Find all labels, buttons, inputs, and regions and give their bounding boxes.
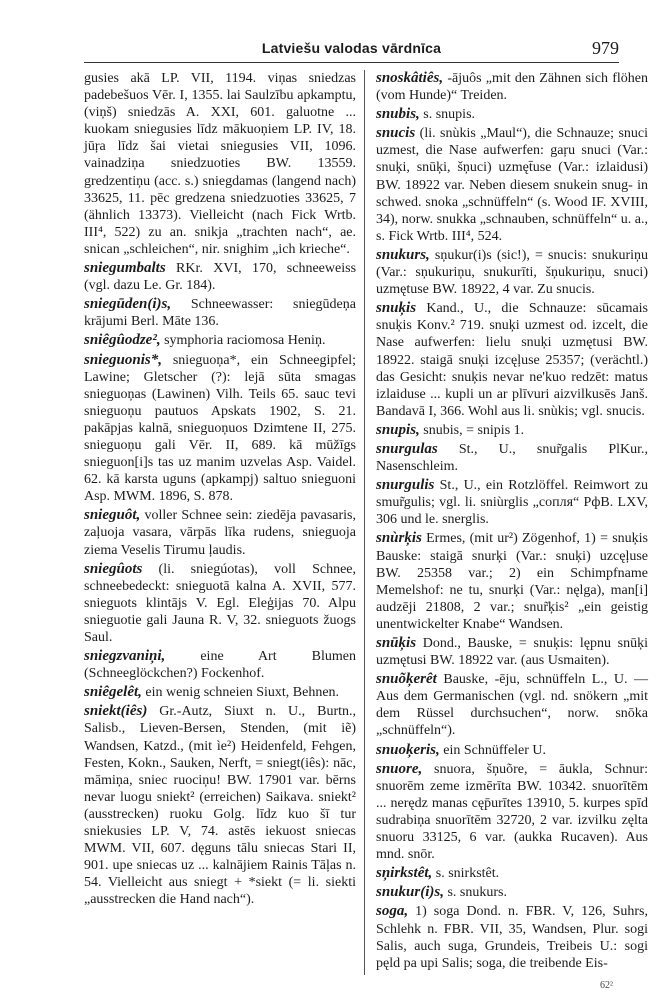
entry-headword: snuõķerêt (376, 671, 437, 688)
dictionary-entry (376, 530, 648, 633)
entry-headword: snuore, (376, 760, 423, 777)
signature-mark: 62² (600, 980, 613, 991)
entry-headword: snoskâtiês, (376, 70, 444, 86)
entry-headword: snuķis (376, 300, 417, 317)
entry-headword: snieguonis*, (84, 351, 162, 368)
entry-headword: sniekt(iês) (84, 703, 148, 720)
dictionary-entry (84, 703, 356, 908)
dictionary-entry (376, 422, 648, 439)
entry-headword: snurgulis (376, 477, 435, 494)
entry-headword: snucis (376, 125, 416, 142)
entry-headword: sniegûots (84, 560, 143, 577)
entry-headword: snuoķeris, (376, 741, 440, 758)
entry-definition: sņukur(i)s (sic!), = snucis: snukuriņu (Var.: sņukuriņu, snukurīti, šņukuriņu, snuci) uzmętuse BW. 18922, 4 var. Zu snucis. (376, 247, 648, 298)
entry-definition: 1) soga Dond. n. FBR. V, 126, Suhrs, Schlehk n. FBR. VII, 35, Wandsen, Plur. sogi Salis, auch suga, Grundeis, Treibeis U.: sogi pęld pa upi Salis; soga, die treibende Eis- (376, 904, 648, 971)
entry-definition: Schneewasser: sniegūdeņa krājumi Berl. Māte 136. (84, 297, 356, 330)
entry-headword: soga, (376, 903, 409, 920)
dictionary-entry (84, 332, 356, 349)
dictionary-entry (376, 441, 648, 475)
dictionary-entry (376, 300, 648, 420)
left-column (84, 70, 356, 911)
entry-definition: ein wenig schneien Siuxt, Behnen. (145, 685, 340, 701)
dictionary-entry (84, 507, 356, 558)
dictionary-entry (376, 106, 648, 123)
entry-definition: (li. sniegúotas), voll Schnee, schneebedeckt: snieguotā kalna A. XVII, 577. snieguots klintājs V. Egl. Eleģijas 70. Alpu snieguotie gali Jauna R. V, 32. snieguots žuogs Saul. (84, 561, 356, 645)
dictionary-entry (376, 884, 648, 901)
dictionary-entry (84, 260, 356, 294)
entry-definition: symphoria raciomosa Heniņ. (164, 333, 326, 349)
entry-definition: s. snirkstêt. (435, 866, 500, 882)
entry-headword: sniegumbalts (84, 260, 166, 277)
entry-definition: ein Schnüffeler U. (443, 742, 547, 758)
entry-headword: sniêgûodze², (84, 332, 161, 349)
entry-headword: sņirkstêt, (376, 865, 433, 882)
entry-definition: s. snukurs. (447, 885, 507, 901)
page-number: 979 (592, 38, 619, 58)
dictionary-entry (84, 296, 356, 330)
dictionary-entry (376, 635, 648, 669)
entry-definition: -ājuôs „mit den Zähnen sich flöhen (vom Hunde)“ Treiden. (376, 71, 649, 104)
entry-definition: gusies akā LP. VII, 1194. viņas sniedzas padebešuos Vēr. I, 1355. lai Saulzību apkamptu, (viņš) sniedzās A. XXI, 601. galuotne ... kuokam sniegusies līdz mākuoņiem LP. IV, 18. jūŗa līdz šai vietai sniegusies VII, 1096. vainadziņa sniedzuoties BW. 13559. gredzentiņu (acc. s.) sniegdamas (langend nach) 33625, 11. pēc gredzena sniedzuoties 33625, 7 (ähnlich 13373). Vielleicht (nach Fick Wrtb. III⁴, 522) zu an. snikja „trachten nach“, ae. snican „schleichen“, nir. snighim „ich krieche“. (84, 71, 356, 257)
entry-headword: snùrķis (376, 530, 422, 547)
entry-headword: sniêgelêt, (84, 684, 142, 701)
dictionary-entry (376, 742, 648, 759)
entry-headword: snupis, (376, 421, 420, 438)
dictionary-entry (376, 671, 648, 739)
right-column (376, 70, 648, 974)
entry-definition: RKr. XVI, 170, schneeweiss (vgl. dazu Le. Gr. 184). (84, 261, 357, 294)
entry-headword: snukur(i)s, (376, 884, 444, 901)
entry-definition: St., U., ein Rotzlöffel. Reimwort zu smur̃gulis; vgl. li. sniùrglis „сопля“ РфВ. LXV, 306 und le. snerglis. (376, 478, 649, 528)
entry-definition: snuora, šņuõre, = āukla, Schnur: snuorēm zeme izmērīta BW. 10342. snuorītēm ... nerędz manas cęp̄urītes 13910, 5. kurpes spīd sudrabiņa snuorītēm 32720, 2 var. izvilku zęlta snuoru 33125, 6 var. (aukka Rucaven). Aus mnd. snōr. (376, 761, 648, 863)
entry-definition: (li. snùkis „Maul“), die Schnauze; snuci uzmest, die Nase aufwerfen: gaŗu snuci (Var.: snuķi, snūķi, šņuci) uzmęt̄use (Var.: izlaidusi) BW. 18922 var. Neben diesem snukein snug- in schwed. snoka „schnüffeln“ (s. Wood IF. XVIII, 34), norw. snukka „schnauben, schnüffeln“ u. a., s. Fick Wrtb. III⁴, 524. (376, 126, 649, 244)
entry-headword: snubis, (376, 106, 420, 123)
entry-definition: voller Schnee sein: ziedēja pavasaris, zaļuoja vasara, vārpās līka rudens, snieguoja ziema Veselis Tirumu ļaudis. (84, 508, 357, 558)
running-title: Latviešu valodas vārdnīca (261, 40, 442, 56)
dictionary-entry (376, 477, 648, 528)
dictionary-entry (376, 903, 648, 971)
dictionary-entry (84, 561, 356, 646)
entry-headword: snūķis (376, 635, 417, 651)
dictionary-entry (84, 684, 356, 701)
entry-definition: snubis, = snipis 1. (423, 422, 525, 438)
entry-headword: snieguôt, (84, 507, 141, 524)
entry-definition: St., U., snur̃galis PlKur., Nasenschleim. (376, 441, 649, 475)
entry-headword: snukurs, (376, 246, 430, 263)
dictionary-entry (84, 648, 356, 682)
dictionary-entry (376, 125, 648, 245)
entry-definition: Dond., Bauske, = snuķis: lępnu snūķi uzmętusi BW. 18922 var. (aus Usmaiten). (376, 636, 648, 669)
entry-headword: sniegūden(i)s, (84, 296, 172, 313)
entry-definition: Ermes, (mit ur²) Zögenhof, 1) = snuķis Bauske: staigā snurķi (Var.: snuķi) uzcęļuse BW. 25358 var.; 2) ein Schimpfname Memelshof: ne tu, snurķi (Var.: nęlga), man[i] audzēji 21808, 2 var.; snur̃ķis² „ein geistig unentwickelter Knabe“ Wandsen. (376, 531, 649, 632)
entry-headword: sniegzvaniņi, (84, 648, 166, 665)
entry-definition: Kand., U., die Schnauze: sūcamais snuķis Konv.² 719. snuķi uzmest od. izcelt, die Nase aufwerfen: lielu snuķi uzmętusi BW. 18922. staigā snuķi izcęļuse 25357; (verächtl.) das Gesicht: snuķis nevar ne'kuo redzēt: matus izlaiduse ... kupli un ar plīvuri aizvilkusēs Janš. Bandavā I, 366. Wohl aus li. snùkis; vgl. snucis. (376, 301, 649, 419)
column-divider (364, 70, 365, 975)
dictionary-entry (376, 70, 648, 104)
dictionary-entry (376, 865, 648, 882)
entry-definition: Gr.-Autz, Siuxt n. U., Burtn., Salisb., Lieven-Bersen, Stenden, (mit iẽ) Wandsen, Katzd., (mit ìe²) Heidenfeld, Fehgen, Festen, Kokn., Sauken, Nerft, = sniegt(iês): nāc, māmiņa, sniec ruociņu! BW. 17901 var. bērns nevar luogu sniekt² (erreichen) Saikava. sniekt² (ausstrecken) ruoku Golg. līdz kuo šī tur sniekusies LP. V, 74. astēs iekuost sniecas MWM. VII, 607. dęguns tālu sniecas Stari II, 901. upe sniecas uz ... kalnājiem Rainis Tāļas n. 54. Vielleicht aus sniegt + *siekt (= li. siekti „ausstrecken die Hand nach“). (84, 704, 356, 908)
entry-definition: snieguoņa*, ein Schneegipfel; Lawine; Gletscher (?): lejā sūta smagas snieguoņas (Lawinen) Vilh. Teils 65. sauc tevi snieguoņu pautuos Apskats 1902, S. 21. pakāpjas kalnā, snieguoņuos Dzimtene II, 275. snieguoņu gali Vēr. II, 689. kā mūžīgs snieguon[i]s tas uz manim uzvelas Asp. Vaidel. 62. kā karsta uguns (apkampj) saltuo snieguoni Asp. MWM. 1896, S. 878. (84, 352, 357, 505)
entry-headword: snurgulas (376, 440, 438, 457)
entry-definition: s. snupis. (423, 107, 476, 123)
dictionary-entry (84, 352, 356, 506)
dictionary-entry (376, 761, 648, 864)
dictionary-entry (84, 70, 356, 258)
entry-definition: eine Art Blumen (Schneeglöckchen?) Fockenhof. (84, 649, 356, 682)
entry-definition: Bauske, -ēju, schnüffeln L., U. — Aus dem Germanischen (vgl. nd. snökern „mit dem Rüssel durchsuchen“, norw. snōka „schnüffeln“). (376, 672, 648, 739)
page-header (84, 38, 619, 63)
dictionary-entry (376, 247, 648, 298)
